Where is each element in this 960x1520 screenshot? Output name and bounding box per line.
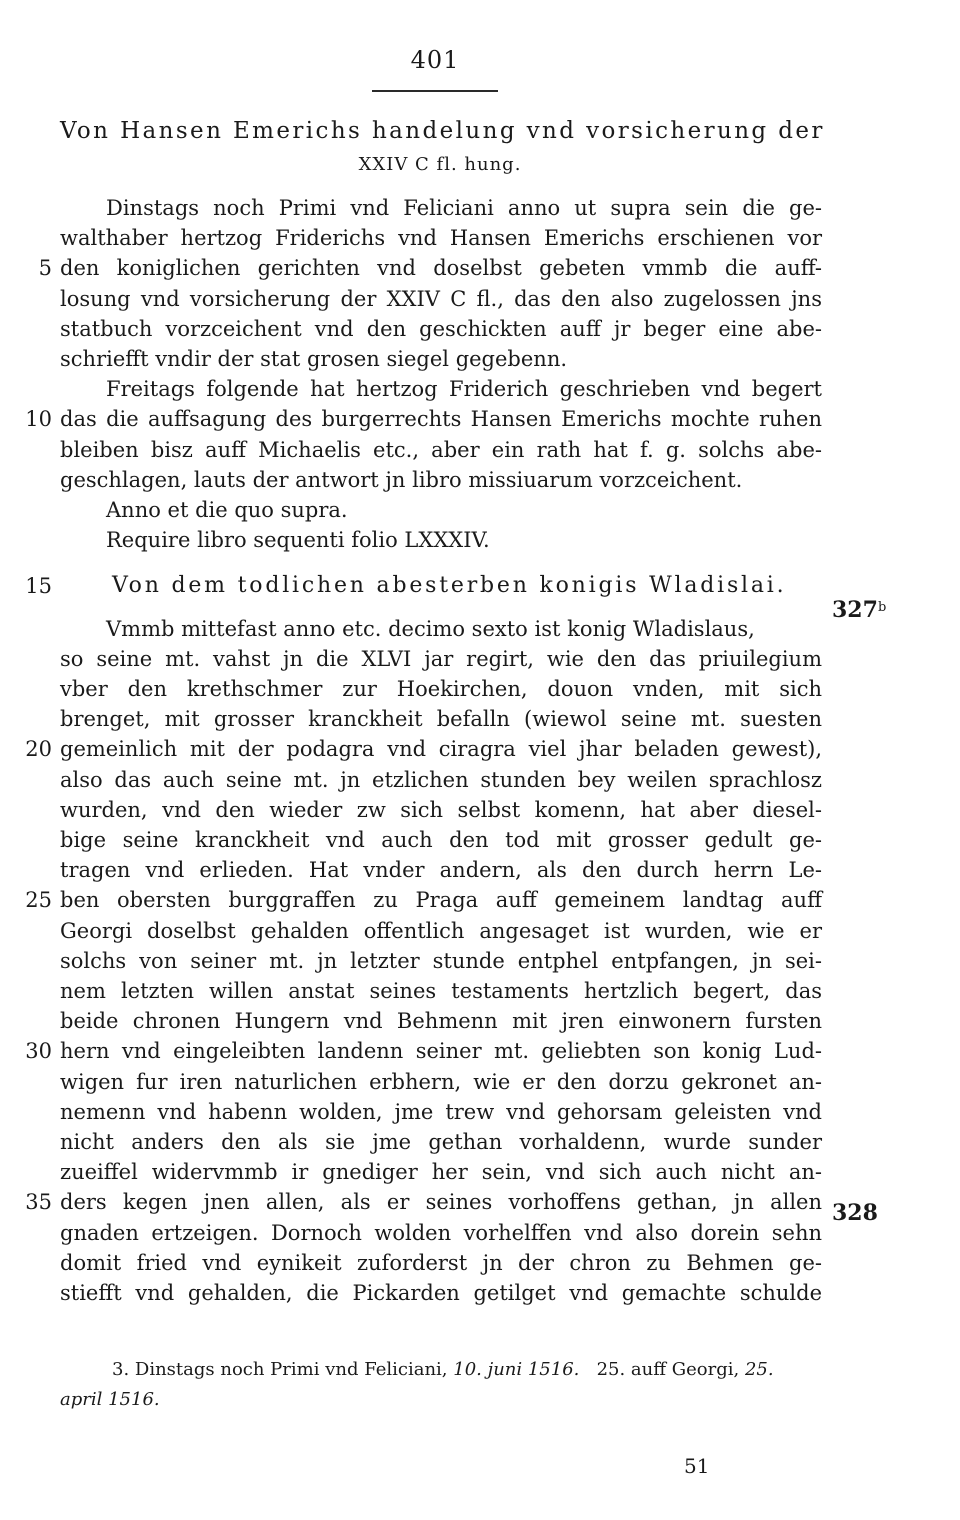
margin-note-folio-328: 328 <box>832 1200 878 1226</box>
text-line: Georgi doselbst gehalden offentlich angesaget ist wurden, wie er <box>60 918 822 943</box>
text-line: bleiben bisz auff Michaelis etc., aber ein rath hat f. g. solchs abe- <box>60 437 822 462</box>
margin-note-folio-327b: 327$^b$ <box>832 597 887 623</box>
footnote-25: 25. auff Georgi, <box>596 1359 740 1380</box>
text-line: solchs von seiner mt. jn letzter stunde entphel entpfangen, jn sei- <box>60 948 822 973</box>
text-line: brenget, mit grosser kranckheit befalln (wiewol seine mt. suesten <box>60 707 822 732</box>
text-line: Freitags folgende hat hertzog Friderich geschrieben vnd begert <box>106 377 822 402</box>
text-line: also das auch seine mt. jn etzlichen stunden bey weilen sprachlosz <box>60 767 822 792</box>
text-line: Require libro sequenti folio LXXXIV. <box>106 528 490 553</box>
text-line: Anno et die quo supra. <box>106 498 348 522</box>
footnote-3: 3. Dinstags noch Primi vnd Feliciani, <box>112 1359 448 1380</box>
text-line: das die auffsagung des burgerrechts Hansen Emerichs mochte ruhen <box>60 407 822 432</box>
text-line: domit fried vnd eynikeit zuforderst jn der chron zu Behmen ge- <box>60 1250 822 1275</box>
line-number: 15 <box>25 574 52 599</box>
line-number: 20 <box>25 737 52 762</box>
text-line: bige seine kranckheit vnd auch den tod mit grosser gedult ge- <box>60 828 822 852</box>
text-line: geschlagen, lauts der antwort jn libro missiuarum vorzceichent. <box>60 467 743 492</box>
text-line: beide chronen Hungern vnd Behmenn mit jren einwonern fursten <box>60 1009 822 1034</box>
section-heading-1-line-2 <box>60 150 820 176</box>
text-line: ders kegen jnen allen, als er seines vorhoffens gethan, jn allen <box>60 1190 822 1215</box>
text-line: hern vnd eingeleibten landenn seiner mt. geliebten son konig Lud- <box>60 1039 822 1064</box>
footnote-3-date: 10. juni 1516. <box>453 1359 580 1380</box>
text-line: statbuch vorzceichent vnd den geschickten auff jr beger eine abe- <box>60 316 822 341</box>
line-number: 10 <box>25 407 52 432</box>
text-line: so seine mt. vahst jn die XLVI jar regirt, wie den das priuilegium <box>60 646 822 671</box>
section-heading-line-2: XXIV C fl. hung. <box>358 154 522 175</box>
text-line: wurden, vnd den wieder zw sich selbst komenn, hat aber diesel- <box>60 797 822 822</box>
text-line: losung vnd vorsicherung der XXIV C fl., das den also zugelossen jns <box>60 286 822 311</box>
text-line: schriefft vndir der stat grosen siegel gegebenn. <box>60 347 568 371</box>
page-number-rule <box>372 90 498 92</box>
sheet-signature-mark: 51 <box>684 1454 710 1478</box>
text-line: gnaden ertzeigen. Dornoch wolden vorhelffen vnd also dorein sehn <box>60 1220 822 1245</box>
text-line: zueiffel widervmmb ir gnediger her sein, vnd sich auch nicht an- <box>60 1160 822 1185</box>
line-number: 30 <box>25 1039 52 1064</box>
footnote-line-2: april 1516. <box>60 1389 160 1410</box>
line-number: 25 <box>25 888 52 913</box>
text-line: nicht anders den als sie jme gethan vorhaldenn, wurde sunder <box>60 1130 822 1154</box>
text-line: gemeinlich mit der podagra vnd ciragra viel jhar beladen gewest), <box>60 737 822 762</box>
text-line: Vmmb mittefast anno etc. decimo sexto ist konig Wladislaus, <box>106 616 755 641</box>
text-line: ben obersten burggraffen zu Praga auff gemeinem landtag auff <box>60 888 822 913</box>
text-line: den koniglichen gerichten vnd doselbst gebeten vmmb die auff- <box>60 256 822 281</box>
footnote-25-date-day: 25. <box>744 1359 774 1380</box>
text-line: nemenn vnd habenn wolden, jme trew vnd gehorsam geleisten vnd <box>60 1099 822 1124</box>
text-line: Dinstags noch Primi vnd Feliciani anno ut supra sein die ge- <box>106 196 822 220</box>
section-heading-line-1: Von Hansen Emerichs handelung vnd vorsicherung der <box>60 118 825 144</box>
text-line: walthaber hertzog Friderichs vnd Hansen Emerichs erschienen vor <box>60 226 822 251</box>
text-line: wigen fur iren naturlichen erbhern, wie er den dorzu gekronet an- <box>60 1069 822 1094</box>
text-line: vber den krethschmer zur Hoekirchen, douon vnden, mit sich <box>60 677 822 701</box>
text-line: nem letzten willen anstat seines testaments hertzlich begert, das <box>60 979 822 1003</box>
section-heading-2: Von dem todlichen abesterben konigis Wladislai. <box>112 573 787 599</box>
line-number: 35 <box>25 1190 52 1215</box>
section-heading-1 <box>60 118 825 144</box>
text-line: tragen vnd erlieden. Hat vnder andern, als den durch herrn Le- <box>60 858 822 883</box>
footnote-line-1 <box>112 1356 774 1384</box>
text-line: stiefft vnd gehalden, die Pickarden getilget vnd gemachte schulde <box>60 1281 822 1305</box>
page-number: 401 <box>410 46 460 74</box>
line-number: 5 <box>38 256 52 281</box>
